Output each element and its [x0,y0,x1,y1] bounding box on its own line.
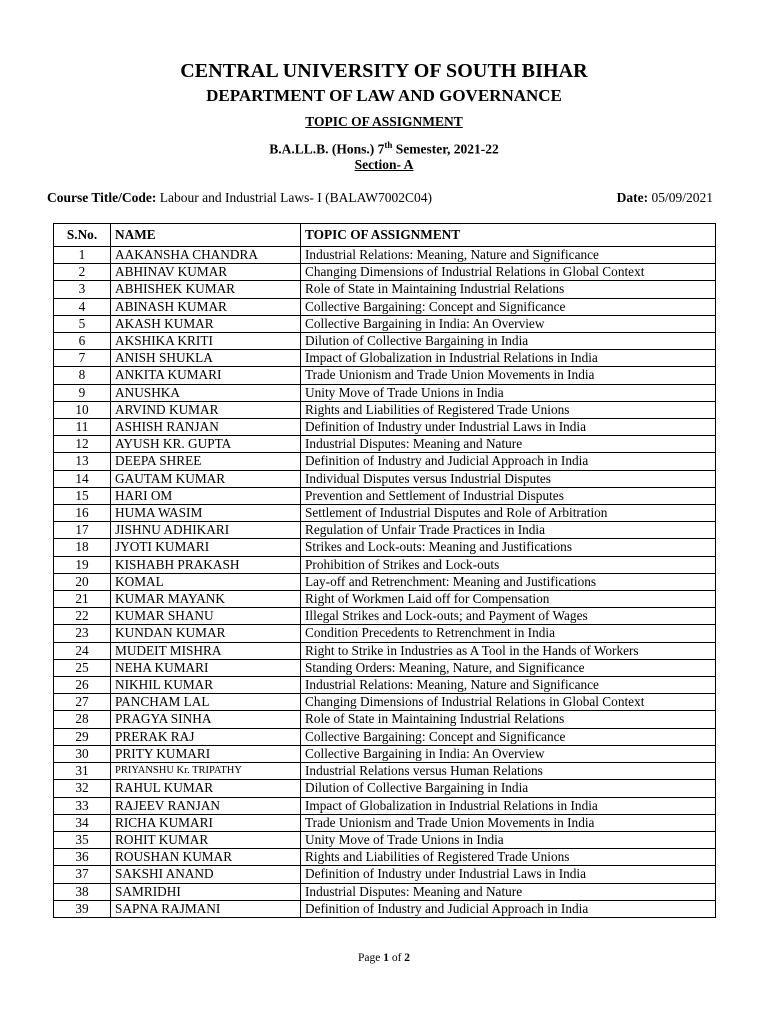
row-name: KUMAR MAYANK [111,591,301,608]
row-name: PRERAK RAJ [111,728,301,745]
row-name: ABHISHEK KUMAR [111,281,301,298]
row-sno: 32 [54,780,111,797]
table-row [54,608,716,625]
row-name: SAKSHI ANAND [111,866,301,883]
row-sno: 23 [54,625,111,642]
row-sno: 15 [54,487,111,504]
row-sno: 27 [54,694,111,711]
program-line [0,140,768,158]
row-sno: 13 [54,453,111,470]
section-label: Section- A [354,157,414,172]
row-name: KOMAL [111,573,301,590]
row-sno: 11 [54,419,111,436]
row-name: KISHABH PRAKASH [111,556,301,573]
assignment-heading: TOPIC OF ASSIGNMENT [305,114,463,129]
row-topic: Dilution of Collective Bargaining in India [301,780,716,797]
table-row [54,745,716,762]
row-sno: 17 [54,522,111,539]
table-row [54,298,716,315]
row-topic: Industrial Relations: Meaning, Nature and Significance [301,677,716,694]
table-row [54,384,716,401]
table-row [54,900,716,917]
row-sno: 22 [54,608,111,625]
table-row [54,711,716,728]
row-name: ANISH SHUKLA [111,350,301,367]
row-topic: Lay-off and Retrenchment: Meaning and Justifications [301,573,716,590]
table-row [54,522,716,539]
row-sno: 8 [54,367,111,384]
row-name: NEHA KUMARI [111,659,301,676]
assignment-table [53,223,716,918]
table-row [54,814,716,831]
row-topic: Role of State in Maintaining Industrial Relations [301,711,716,728]
row-sno: 29 [54,728,111,745]
row-topic: Industrial Disputes: Meaning and Nature [301,436,716,453]
row-sno: 39 [54,900,111,917]
header-topic: TOPIC OF ASSIGNMENT [301,224,716,247]
row-name: NIKHIL KUMAR [111,677,301,694]
footer-prefix: Page [357,952,384,964]
table-row [54,780,716,797]
table-row [54,728,716,745]
row-name: RAJEEV RANJAN [111,797,301,814]
row-sno: 6 [54,333,111,350]
row-name: JISHNU ADHIKARI [111,522,301,539]
table-row [54,333,716,350]
row-topic: Industrial Disputes: Meaning and Nature [301,883,716,900]
table-row [54,505,716,522]
row-name: RICHA KUMARI [111,814,301,831]
table-row [54,659,716,676]
row-topic: Illegal Strikes and Lock-outs; and Payment of Wages [301,608,716,625]
table-row [54,281,716,298]
row-name: GAUTAM KUMAR [111,470,301,487]
row-sno: 31 [54,763,111,780]
table-header-row [54,224,716,247]
footer-current: 1 [383,952,389,964]
row-topic: Changing Dimensions of Industrial Relations in Global Context [301,694,716,711]
header-sno: S.No. [54,224,111,247]
table-row [54,367,716,384]
table-row [54,453,716,470]
row-topic: Impact of Globalization in Industrial Relations in India [301,797,716,814]
row-sno: 9 [54,384,111,401]
row-sno: 16 [54,505,111,522]
table-row [54,264,716,281]
date-label: Date: [616,190,649,205]
row-topic: Definition of Industry under Industrial Laws in India [301,866,716,883]
row-name: AYUSH KR. GUPTA [111,436,301,453]
table-row [54,763,716,780]
table-row [54,625,716,642]
row-sno: 1 [54,247,111,264]
table-row [54,436,716,453]
row-name: KUNDAN KUMAR [111,625,301,642]
row-sno: 19 [54,556,111,573]
table-row [54,642,716,659]
row-name: AKSHIKA KRITI [111,333,301,350]
row-topic: Collective Bargaining: Concept and Significance [301,298,716,315]
row-topic: Condition Precedents to Retrenchment in India [301,625,716,642]
program-tail: Semester, 2021-22 [392,141,499,157]
department-title: DEPARTMENT OF LAW AND GOVERNANCE [206,86,562,105]
table-row [54,573,716,590]
row-sno: 3 [54,281,111,298]
row-name: KUMAR SHANU [111,608,301,625]
row-topic: Industrial Relations versus Human Relations [301,763,716,780]
row-topic: Unity Move of Trade Unions in India [301,384,716,401]
row-sno: 12 [54,436,111,453]
row-topic: Collective Bargaining: Concept and Significance [301,728,716,745]
row-name: HUMA WASIM [111,505,301,522]
row-topic: Settlement of Industrial Disputes and Role of Arbitration [301,505,716,522]
row-name: ROHIT KUMAR [111,831,301,848]
row-sno: 30 [54,745,111,762]
table-row [54,849,716,866]
row-topic: Collective Bargaining in India: An Overview [301,315,716,332]
table-row [54,797,716,814]
table-row [54,419,716,436]
row-name: ROUSHAN KUMAR [111,849,301,866]
table-row [54,556,716,573]
row-topic: Changing Dimensions of Industrial Relations in Global Context [301,264,716,281]
table-row [54,539,716,556]
row-topic: Definition of Industry and Judicial Approach in India [301,453,716,470]
page-footer [0,952,768,964]
table-body [54,247,716,918]
table-row [54,591,716,608]
table-row [54,487,716,504]
row-name: AKASH KUMAR [111,315,301,332]
row-topic: Standing Orders: Meaning, Nature, and Significance [301,659,716,676]
row-sno: 7 [54,350,111,367]
row-topic: Industrial Relations: Meaning, Nature and Significance [301,247,716,264]
table-row [54,470,716,487]
table-row [54,315,716,332]
row-topic: Individual Disputes versus Industrial Disputes [301,470,716,487]
row-name: PRITY KUMARI [111,745,301,762]
row-name: PANCHAM LAL [111,694,301,711]
date-line [617,190,713,206]
row-sno: 28 [54,711,111,728]
row-sno: 2 [54,264,111,281]
table-row [54,401,716,418]
row-topic: Regulation of Unfair Trade Practices in India [301,522,716,539]
row-sno: 5 [54,315,111,332]
row-topic: Prevention and Settlement of Industrial Disputes [301,487,716,504]
row-topic: Trade Unionism and Trade Union Movements in India [301,367,716,384]
row-sno: 20 [54,573,111,590]
row-name: RAHUL KUMAR [111,780,301,797]
row-topic: Definition of Industry and Judicial Approach in India [301,900,716,917]
row-topic: Strikes and Lock-outs: Meaning and Justifications [301,539,716,556]
header-name: NAME [111,224,301,247]
row-name: AAKANSHA CHANDRA [111,247,301,264]
footer-total: 2 [404,952,411,964]
row-sno: 38 [54,883,111,900]
row-name: PRIYANSHU Kr. TRIPATHY [111,763,301,780]
row-sno: 21 [54,591,111,608]
row-topic: Collective Bargaining in India: An Overview [301,745,716,762]
table-row [54,866,716,883]
row-sno: 26 [54,677,111,694]
program-sup: th [384,140,393,150]
table-row [54,883,716,900]
row-name: HARI OM [111,487,301,504]
row-name: SAPNA RAJMANI [111,900,301,917]
row-topic: Definition of Industry under Industrial Laws in India [301,419,716,436]
row-sno: 14 [54,470,111,487]
program-text: B.A.LL.B. (Hons.) 7 [269,141,385,157]
table-row [54,350,716,367]
row-name: DEEPA SHREE [111,453,301,470]
university-title: CENTRAL UNIVERSITY OF SOUTH BIHAR [180,60,588,82]
footer-middle: of [388,952,405,964]
row-name: ASHISH RANJAN [111,419,301,436]
row-sno: 34 [54,814,111,831]
row-name: MUDEIT MISHRA [111,642,301,659]
row-name: ABINASH KUMAR [111,298,301,315]
row-topic: Trade Unionism and Trade Union Movements in India [301,814,716,831]
table-row [54,694,716,711]
row-topic: Right of Workmen Laid off for Compensation [301,591,716,608]
date-value: 05/09/2021 [648,190,713,205]
row-sno: 35 [54,831,111,848]
table-row [54,831,716,848]
row-name: JYOTI KUMARI [111,539,301,556]
row-topic: Unity Move of Trade Unions in India [301,831,716,848]
row-sno: 36 [54,849,111,866]
row-topic: Dilution of Collective Bargaining in India [301,333,716,350]
row-topic: Right to Strike in Industries as A Tool in the Hands of Workers [301,642,716,659]
course-value: Labour and Industrial Laws- I (BALAW7002C04) [156,190,432,205]
row-sno: 4 [54,298,111,315]
row-topic: Role of State in Maintaining Industrial Relations [301,281,716,298]
row-topic: Prohibition of Strikes and Lock-outs [301,556,716,573]
row-topic: Impact of Globalization in Industrial Relations in India [301,350,716,367]
row-sno: 10 [54,401,111,418]
row-name: SAMRIDHI [111,883,301,900]
course-line [47,190,432,206]
row-sno: 24 [54,642,111,659]
row-sno: 25 [54,659,111,676]
row-name: ANUSHKA [111,384,301,401]
row-topic: Rights and Liabilities of Registered Trade Unions [301,401,716,418]
row-sno: 37 [54,866,111,883]
row-name: ARVIND KUMAR [111,401,301,418]
row-name: ANKITA KUMARI [111,367,301,384]
row-topic: Rights and Liabilities of Registered Trade Unions [301,849,716,866]
row-sno: 33 [54,797,111,814]
row-sno: 18 [54,539,111,556]
table-row [54,247,716,264]
row-name: ABHINAV KUMAR [111,264,301,281]
course-label: Course Title/Code: [47,190,157,205]
row-name: PRAGYA SINHA [111,711,301,728]
table-row [54,677,716,694]
